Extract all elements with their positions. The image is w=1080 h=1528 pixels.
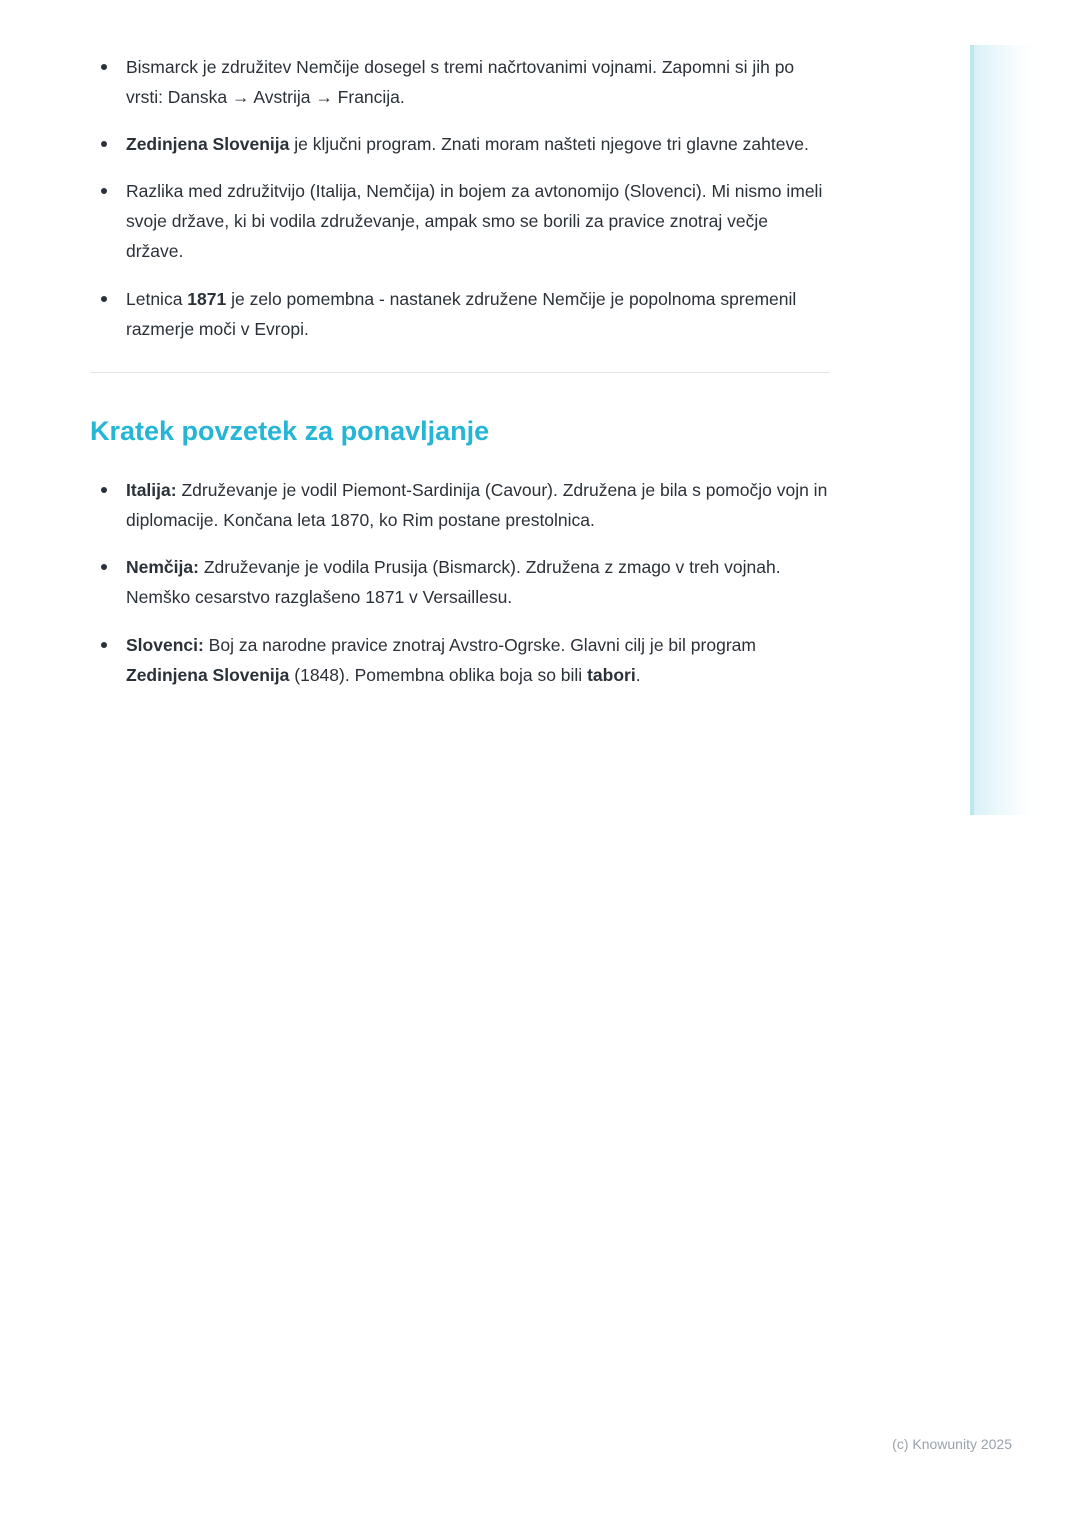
bullet-marker — [101, 141, 107, 147]
section-divider — [90, 372, 830, 373]
text-segment: Slovenci: — [126, 634, 204, 655]
text-segment: 1871 — [187, 288, 227, 309]
bullet-text — [126, 134, 809, 154]
text-segment: Razlika med združitvijo (Italija, Nemčija) in bojem za avtonomijo (Slovenci). Mi nismo imeli svoje države, ki bi vodila združevanje, ampak smo se borili za pravice znotraj večje države. — [126, 181, 823, 262]
text-segment: Nemčija: — [126, 557, 199, 578]
list-item — [90, 52, 830, 112]
list-item — [90, 630, 830, 690]
text-segment: Italija: — [126, 480, 177, 501]
text-segment: je ključni program. Znati moram našteti njegove tri glavne zahteve. — [289, 134, 809, 155]
bullet-marker — [101, 564, 107, 570]
bullet-text — [126, 557, 781, 607]
text-segment: (1848). Pomembna oblika boja so bili — [289, 664, 588, 685]
section-heading: Kratek povzetek za ponavljanje — [90, 415, 490, 446]
bullet-text — [126, 480, 827, 530]
footer-credit: (c) Knowunity 2025 — [892, 1436, 1012, 1452]
text-segment: . — [635, 664, 641, 685]
text-segment: Združevanje je vodila Prusija (Bismarck). Združena z zmago v treh vojnah. Nemško cesarstvo razglašeno 1871 v Versaillesu. — [126, 557, 781, 608]
bullet-marker — [101, 188, 107, 194]
text-segment: Boj za narodne pravice znotraj Avstro-Ogrske. Glavni cilj je bil program — [203, 634, 756, 655]
bullet-text — [126, 57, 794, 107]
text-segment: Zedinjena Slovenija — [126, 664, 290, 685]
bullet-text — [126, 181, 822, 261]
summary-bullet-list — [90, 475, 830, 690]
side-gradient-bar — [970, 45, 1034, 815]
text-segment: je zelo pomembna - nastanek združene Nemčije je popolnoma spremenil razmerje moči v Evropi. — [126, 288, 797, 339]
text-segment: Združevanje je vodil Piemont-Sardinija (Cavour). Združena je bila s pomočjo vojn in diplomacije. Končana leta 1870, ko Rim postane prestolnica. — [126, 480, 828, 531]
notes-bullet-list — [90, 52, 830, 344]
text-segment: Bismarck je združitev Nemčije dosegel s tremi načrtovanimi vojnami. Zapomni si jih po vrsti: Danska → Avstrija → Francija. — [126, 57, 795, 108]
document-content — [90, 52, 830, 707]
list-item — [90, 552, 830, 612]
bullet-text — [126, 635, 756, 685]
bullet-marker — [101, 296, 107, 302]
bullet-marker — [101, 64, 107, 70]
list-item — [90, 475, 830, 535]
text-segment: Letnica — [126, 288, 188, 309]
text-segment: tabori — [587, 664, 636, 685]
text-segment: Zedinjena Slovenija — [126, 134, 290, 155]
bullet-marker — [101, 487, 107, 493]
bullet-marker — [101, 642, 107, 648]
list-item — [90, 176, 830, 266]
bullet-text — [126, 289, 796, 339]
list-item — [90, 129, 830, 159]
list-item — [90, 284, 830, 344]
